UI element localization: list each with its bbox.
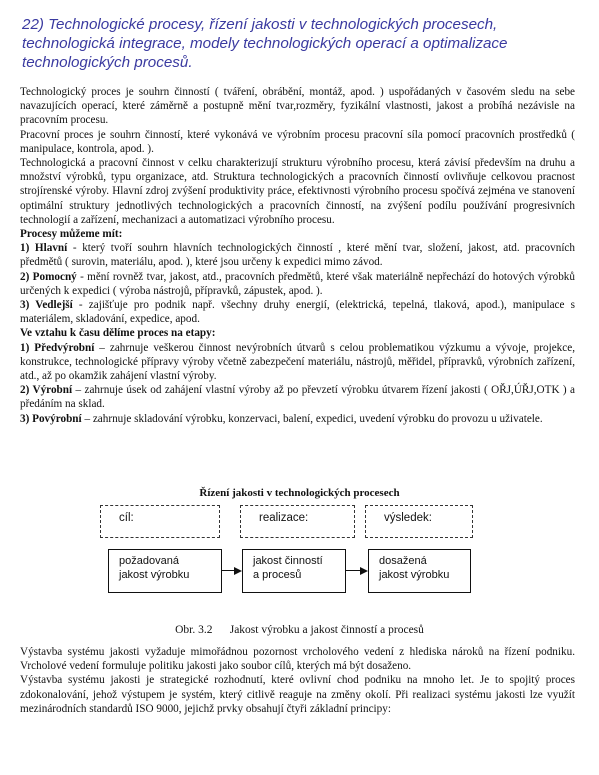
paragraph: Technologická a pracovní činnost v celku charakterizují strukturu výrobního procesu, která závisí především na druhu a množství výrobků, typu organizace, atd. Struktura technologických a pracovních činností ovlivňuje celkovou pracnost strojírenské výroby. Hlavní zdroj zvýšení produktivity práce, efektivnosti výrobního procesu spočívá zejména ve stanovení optimální struktury jednotlivých technologických a pracovních činností, na zvýšení podílu používání progresivních technologií a zařízení, mechanizaci a automatizaci výrobního procesu. [20, 157, 575, 226]
paragraph: Pracovní proces je souhrn činností, které vykonává ve výrobním procesu pracovní síla pomocí pracovních prostředků ( manipulace, kontrola, apod. ). [20, 128, 575, 155]
bold-term: 3) Vedlejší [20, 299, 73, 312]
paragraph [20, 298, 575, 326]
paragraph [20, 241, 575, 269]
paragraph [20, 227, 575, 241]
box-line: jakost činností [253, 555, 323, 567]
box-line: jakost výrobku [119, 568, 190, 581]
bold-term: 2) Výrobní [20, 384, 73, 397]
diagram-box-required-quality [108, 549, 222, 593]
body-text-lower [20, 645, 575, 716]
paragraph [20, 270, 575, 298]
diagram-label-result: výsledek: [365, 505, 473, 538]
diagram-box-process-quality [242, 549, 346, 593]
paragraph [20, 383, 575, 411]
diagram-title: Řízení jakosti v technologických procesech [199, 487, 400, 499]
box-line: dosažená [379, 555, 427, 567]
term-description: – zahrnuje úsek od zahájení vlastní výroby až po převzetí výrobku útvarem řízení jakosti ( OŘJ,ÚŘJ,OTK ) a předáním na sklad. [20, 384, 575, 411]
box-line: požadovaná [119, 555, 179, 567]
figure-caption: Obr. 3.2 Jakost výrobku a jakost činností a procesů [175, 624, 424, 636]
section-heading: 22) Technologické procesy, řízení jakosti v technologických procesech, technologická integrace, modely technologických operací a optimalizace technologických procesů. [22, 16, 508, 71]
term-description: - mění rovněž tvar, jakost, atd., pracovních předmětů, které však materiálně nepřechází do hotových výrobků určených k expedici ( výroba nástrojů, přípravků, zápustek, apod. ). [20, 270, 575, 297]
bold-term: 2) Pomocný [20, 270, 77, 283]
diagram-label-realization: realizace: [240, 505, 355, 538]
paragraph: Výstavba systému jakosti vyžaduje mimořádnou pozornost vrcholového vedení z hlediska nároků na řízení podniku. Vrcholové vedení formuluje politiku jakosti jako soubor cílů, kterých má být dosaženo. [20, 646, 575, 673]
bold-term: 1) Hlavní [20, 242, 68, 255]
arrow-right-icon [360, 567, 368, 575]
bold-term: 3) Povýrobní [20, 412, 82, 425]
paragraph [20, 412, 575, 426]
arrow-right-icon [234, 567, 242, 575]
bold-term: 1) Předvýrobní [20, 341, 95, 354]
paragraph: Výstavba systému jakosti je strategické rozhodnutí, které ovlivní chod podniku na mnoho let. Je to spojitý proces zdokonalování, jehož výstupem je systém, který citlivě reaguje na změny okolí. Při realizaci systému jakosti lze využít mezinárodních standardů ISO 9000, jejichž prvky obsahují čtyři základní principy: [20, 674, 575, 715]
diagram-label-goal: cíl: [100, 505, 220, 538]
term-description: – zahrnuje veškerou činnost nevýrobních útvarů s celou problematikou výzkumu a vývoje, projekce, konstrukce, technologické přípravy výroby včetně zabezpečení materiálu, nástrojů, měřidel, přípravků, výrobních zařízení, atd., až po okamžik zahájení vlastní výroby. [20, 341, 575, 383]
term-description: - který tvoří souhrn hlavních technologických činností , které mění tvar, složení, jakost, atd. pracovních předmětů ( surovin, materiálu, apod. ), které jsou určeny k expedici mimo závod. [20, 242, 575, 269]
box-line: jakost výrobku [379, 568, 450, 581]
paragraph: Technologický proces je souhrn činností ( tváření, obrábění, montáž, apod. ) uspořádaných v časovém sledu na sebe navazujících operací, které záměrně a postupně mění tvar,rozměry, fyzikální vlastnosti, jakost a probíhá nezávisle na pracovním procesu. [20, 86, 575, 127]
term-description: – zahrnuje skladování výrobku, konzervaci, balení, expedici, uvedení výrobku do provozu u uživatele. [81, 412, 543, 425]
bold-heading: Procesy můžeme mít: [20, 228, 123, 241]
paragraph [20, 326, 575, 340]
diagram-box-achieved-quality [368, 549, 471, 593]
term-description: - zajišťuje pro podnik např. všechny druhy energií, (elektrická, tepelná, tlaková, apod.), manipulace s materiálem, skladování, expedice, apod. [20, 299, 575, 326]
body-text-upper [20, 85, 575, 426]
box-line: a procesů [253, 568, 302, 581]
arrow-shaft [346, 570, 360, 571]
paragraph [20, 341, 575, 384]
bold-heading: Ve vztahu k času dělíme proces na etapy: [20, 327, 216, 340]
